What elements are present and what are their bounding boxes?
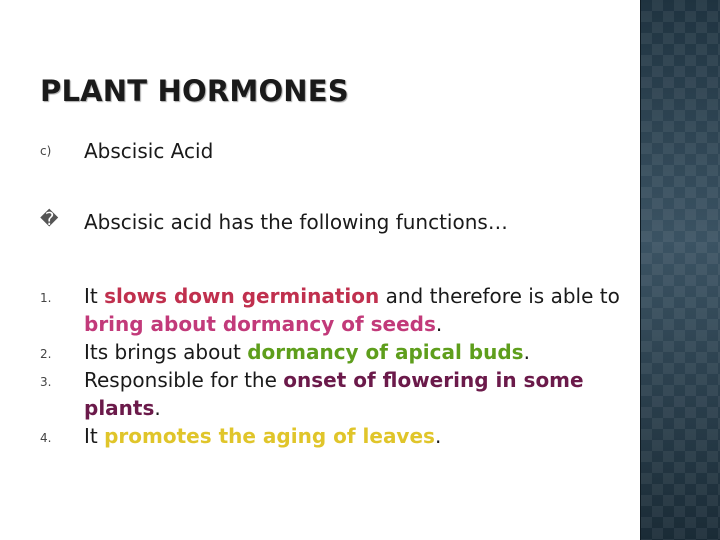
highlighted-phrase: bring about dormancy of seeds <box>84 312 436 336</box>
function-text-part: Its brings about <box>84 340 248 364</box>
heading-text: Abscisic Acid <box>84 139 214 163</box>
function-item <box>40 366 620 422</box>
bullet-marker-icon: � <box>40 209 59 230</box>
function-item <box>40 338 620 366</box>
function-item <box>40 282 620 338</box>
function-text-part: Responsible for the <box>84 368 284 392</box>
bullet-text: Abscisic acid has the following functions… <box>84 210 508 234</box>
function-text-part: . <box>434 424 442 448</box>
functions-list <box>40 282 620 450</box>
function-text <box>84 282 624 338</box>
function-text-part: . <box>154 396 161 420</box>
highlighted-phrase: slows down germination <box>104 284 380 308</box>
function-text-part: and therefore is able to <box>379 284 620 308</box>
function-text <box>84 422 624 450</box>
function-item <box>40 422 620 450</box>
function-text-part: It <box>84 424 105 448</box>
function-number: 1. <box>40 291 52 305</box>
slide-title: PLANT HORMONES <box>40 74 349 108</box>
highlighted-phrase: onset of flowering in some plants <box>84 368 584 420</box>
function-text-part: . <box>435 312 443 336</box>
function-number: 3. <box>40 375 52 389</box>
function-text-part: . <box>523 340 530 364</box>
function-number: 4. <box>40 431 52 445</box>
heading-marker: c) <box>40 144 52 158</box>
function-text <box>84 366 624 422</box>
function-text <box>84 338 624 366</box>
highlighted-phrase: dormancy of apical buds <box>247 340 524 364</box>
function-number: 2. <box>40 347 52 361</box>
decorative-side-band <box>640 0 720 540</box>
function-text-part: It <box>84 284 105 308</box>
highlighted-phrase: promotes the aging of leaves <box>104 424 435 448</box>
